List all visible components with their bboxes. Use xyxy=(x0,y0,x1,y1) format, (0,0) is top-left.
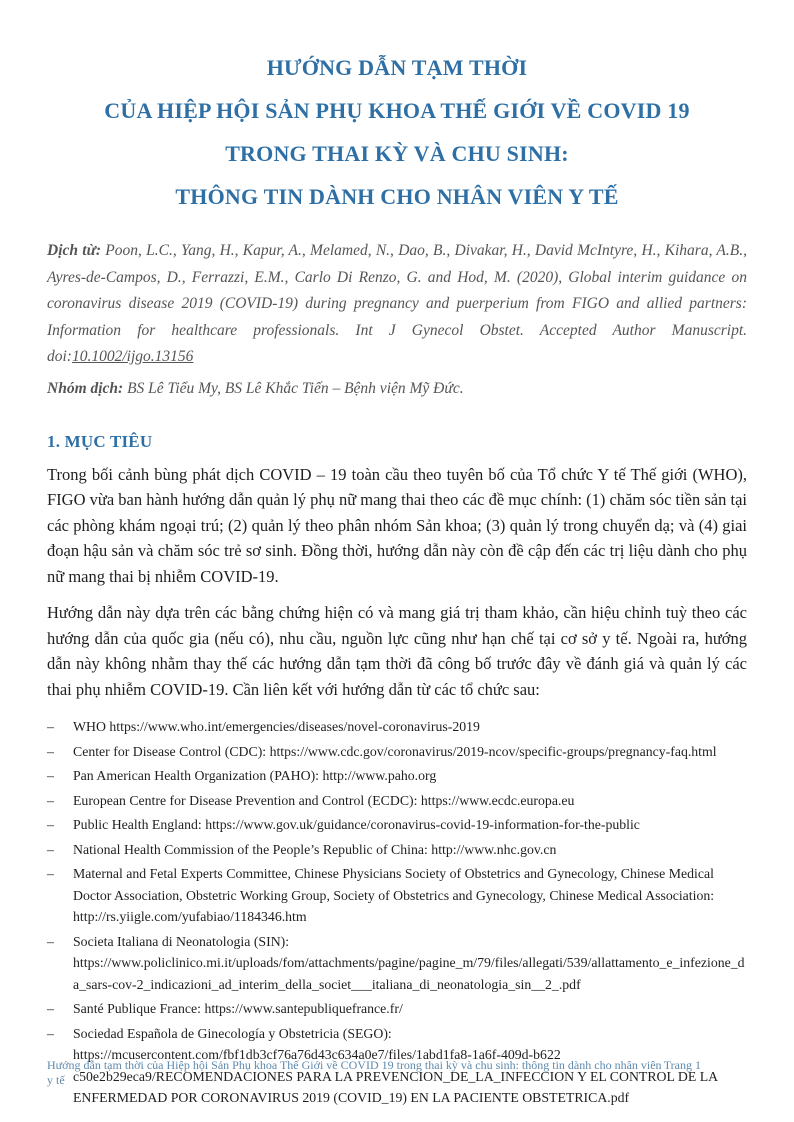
org-url: https://www.who.int/emergencies/diseases/novel-coronavirus-2019 xyxy=(109,719,480,734)
org-url: https://mcusercontent.com/fbf1db3cf76a76d43c634a0e7/files/1abd1fa8-1a6f-409d-b622 c50e2b29eca9/RECOMENDACIONES PARA LA PREVENCION_DE_LA_INFECCION Y EL CONTROL DE LA ENFERMEDAD POR CORONAVIRUS 2019 (COVID_19) EN LA PACIENTE OBSTETRICA.pdf xyxy=(73,1047,718,1105)
list-item xyxy=(47,863,747,928)
list-item-text xyxy=(73,765,747,787)
list-item xyxy=(47,741,747,763)
citation-paragraph xyxy=(47,238,747,371)
org-name: Maternal and Fetal Experts Committee, Chinese Physicians Society of Obstetrics and Gynecology, Chinese Medical Doctor Association, Obstetric Working Group, Society of Obstetrics and Gynecology, Chinese Medical Association: xyxy=(73,866,715,903)
list-item-text xyxy=(73,998,747,1020)
list-item xyxy=(47,998,747,1020)
document-title xyxy=(47,46,747,218)
list-item xyxy=(47,716,747,738)
citation-text: Poon, L.C., Yang, H., Kapur, A., Melamed, N., Dao, B., Divakar, H., David McIntyre, H., Kihara, A.B., Ayres-de-Campos, D., Ferrazzi, E.M., Carlo Di Renzo, G. and Hod, M. (2020), Global interim guidance on coronavirus disease 2019 (COVID-19) during pregnancy and puerperium from FIGO and allied partners: Information for healthcare professionals. Int J Gynecol Obstet. Accepted Author Manuscript. doi: xyxy=(47,242,747,365)
org-name: National Health Commission of the People’s Republic of China: xyxy=(73,841,428,857)
org-name: Sociedad Española de Ginecología y Obstetricia (SEGO): xyxy=(73,1025,392,1041)
org-url: https://www.cdc.gov/coronavirus/2019-ncov/specific-groups/pregnancy-faq.html xyxy=(269,743,717,759)
org-url: https://www.policlinico.mi.it/uploads/fom/attachments/pagine/pagine_m/79/files/allegati/539/allattamento_e_infezione_da_sars-cov-2_indicazioni_ad_interim_della_societ___italiana_di_neonatologia_sin__2_.pdf xyxy=(73,955,745,992)
translators-text: BS Lê Tiểu My, BS Lê Khắc Tiến – Bệnh viện Mỹ Đức. xyxy=(123,379,464,397)
doi-link[interactable]: 10.1002/ijgo.13156 xyxy=(71,348,194,365)
organization-list xyxy=(47,716,747,1109)
list-item-text xyxy=(73,839,747,861)
body-paragraph: Trong bối cảnh bùng phát dịch COVID – 19 toàn cầu theo tuyên bố của Tổ chức Y tế Thế giới (WHO), FIGO vừa ban hành hướng dẫn quản lý phụ nữ mang thai theo các đề mục chính: (1) chăm sóc tiền sản tại các phòng khám ngoại trú; (2) quản lý theo phân nhóm Sản khoa; (3) quản lý trong chuyển dạ; và (4) giai đoạn hậu sản và chăm sóc trẻ sơ sinh. Đồng thời, hướng dẫn này còn đề cập đến các trị liệu dành cho phụ nữ mang thai bị nhiễm COVID-19. xyxy=(47,464,747,586)
org-name: Center for Disease Control (CDC): xyxy=(73,743,267,759)
document-title-line: THÔNG TIN DÀNH CHO NHÂN VIÊN Y TẾ xyxy=(175,184,619,209)
org-name: Public Health England: xyxy=(73,817,202,832)
list-item xyxy=(47,790,747,812)
bullet-dash: – xyxy=(47,1025,54,1041)
bullet-dash: – xyxy=(47,768,54,783)
document-title-line: HƯỚNG DẪN TẠM THỜI xyxy=(266,55,528,80)
list-item-text xyxy=(73,741,747,763)
list-item xyxy=(47,839,747,861)
list-item-text xyxy=(73,814,747,836)
bullet-dash: – xyxy=(47,792,54,808)
org-name: Societa Italiana di Neonatologia (SIN): xyxy=(73,933,290,949)
org-url: http://rs.yiigle.com/yufabiao/1184346.htm xyxy=(73,909,307,924)
footer xyxy=(47,1058,747,1088)
citation-label: Dịch từ: xyxy=(47,242,102,259)
list-item xyxy=(47,765,747,787)
org-url: http://www.nhc.gov.cn xyxy=(431,841,557,857)
document-title-line: CỦA HIỆP HỘI SẢN PHỤ KHOA THẾ GIỚI VỀ COVID 19 xyxy=(104,98,690,123)
org-name: Pan American Health Organization (PAHO): xyxy=(73,768,319,783)
bullet-dash: – xyxy=(47,719,54,734)
bullet-dash: – xyxy=(47,743,54,759)
translators-label: Nhóm dịch: xyxy=(47,379,124,397)
list-item-text xyxy=(73,931,747,996)
body-paragraph: Hướng dẫn này dựa trên các bằng chứng hiện có và mang giá trị tham khảo, cần hiệu chỉnh tuỳ theo các hướng dẫn của quốc gia (nếu có), nhu cầu, nguồn lực cũng như hạn chế tại cơ sở y tế. Ngoài ra, hướng dẫn này không nhằm thay thế các hướng dẫn tạm thời đã công bố trước đây về đánh giá và quản lý các thai phụ nhiễm COVID-19. Cần liên kết với hướng dẫn từ các tổ chức sau: xyxy=(47,603,747,699)
page-number: Trang 1 xyxy=(663,1058,701,1072)
org-url: https://www.gov.uk/guidance/coronavirus-covid-19-information-for-the-public xyxy=(205,817,640,832)
section-heading: 1. MỤC TIÊU xyxy=(47,431,153,451)
bullet-dash: – xyxy=(47,866,54,881)
org-name: Santé Publique France: xyxy=(73,1001,201,1016)
org-url: https://www.santepubliquefrance.fr/ xyxy=(204,1001,403,1016)
org-name: WHO xyxy=(73,719,106,734)
bullet-dash: – xyxy=(47,1001,54,1016)
bullet-dash: – xyxy=(47,933,54,949)
org-url: http://www.paho.org xyxy=(322,768,437,783)
list-item xyxy=(47,931,747,996)
bullet-dash: – xyxy=(47,817,54,832)
document-title-line: TRONG THAI KỲ VÀ CHU SINH: xyxy=(225,141,569,166)
org-name: European Centre for Disease Prevention and Control (ECDC): xyxy=(73,792,418,808)
footer-title: Hướng dẫn tạm thời của Hiệp hội Sản Phụ khoa Thế Giới về COVID 19 trong thai kỳ và chu sinh: thông tin dành cho nhân viên y tế xyxy=(47,1058,662,1087)
list-item-text xyxy=(73,790,747,812)
bullet-dash: – xyxy=(47,841,54,857)
org-url: https://www.ecdc.europa.eu xyxy=(420,792,575,808)
list-item-text xyxy=(73,863,747,928)
list-item xyxy=(47,814,747,836)
list-item-text xyxy=(73,716,747,738)
translators-paragraph xyxy=(47,376,747,402)
